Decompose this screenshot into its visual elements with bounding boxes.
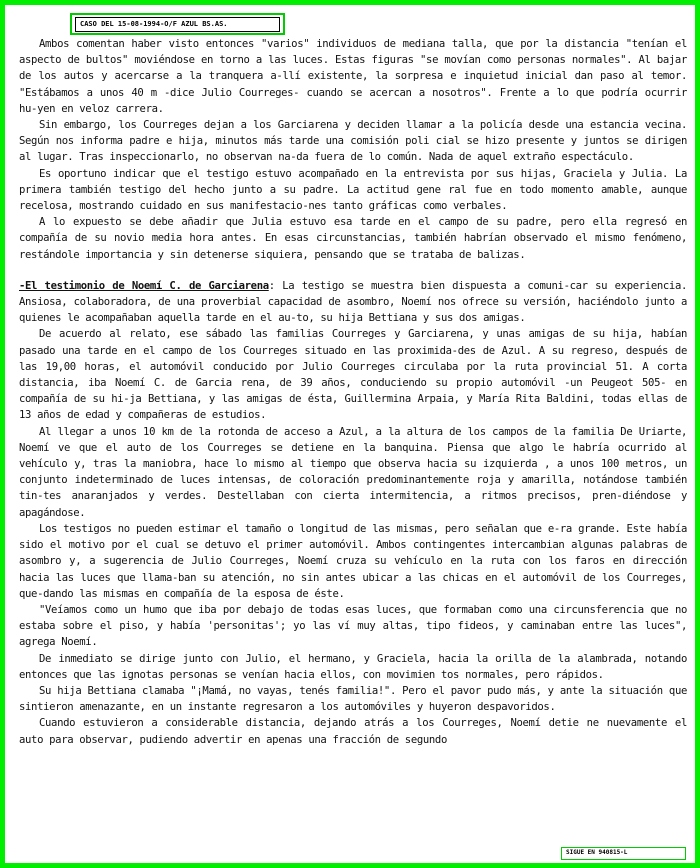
paragraph: De inmediato se dirige junto con Julio, el hermano, y Graciela, hacia la orilla de la alambrada, notando entonces que las ignotas personas se venían hacia ellos, con movimien tos normales, pero rápidos. xyxy=(19,652,687,681)
paragraph: "Veíamos como un humo que iba por debajo de todas esas luces, que formaban como una circunsferencia que no estaba sobre el piso, y había 'personitas'; yo las ví muy altas, tipo fideos, y caminaban entre las luces", agrega Noemí. xyxy=(19,603,687,649)
paragraph: Cuando estuvieron a considerable distancia, dejando atrás a los Courreges, Noemí detie ne nuevamente el auto para observar, pudiendo advertir en apenas una fracción de segundo xyxy=(19,717,687,746)
section-lead-paragraph xyxy=(19,278,687,327)
body-text xyxy=(19,36,687,748)
paragraph: Sin embargo, los Courreges dejan a los Garciarena y deciden llamar a la policía desde una estancia vecina. Según nos informa padre e hija, minutos más tarde una comisión poli cial se hizo presente y juntos se dirigen al lugar. Tras inspeccionarlo, no observan na-da fuera de lo común. Nada de aquel extraño espectáculo. xyxy=(19,119,687,164)
document-page xyxy=(5,5,695,863)
paragraph: De acuerdo al relato, ese sábado las familias Courreges y Garciarena, y unas amigas de su hija, habían pasado una tarde en el campo de los Courreges situado en las proximida-des de Azul. A su regreso, después de las 19,00 horas, el automóvil conducido por Julio Courreges circulaba por la ruta provincial 51. A corta distancia, iba Noemí C. de Garcia rena, de 39 años, conduciendo su propio automóvil -un Peugeot 505- en compañía de su hi-ja Bettiana, y las amigas de ésta, Guillermina Arpaia, y María Rita Baldini, todas ellas de 13 años de edad y compañeras de estudios. xyxy=(19,328,687,422)
section-heading: -El testimonio de Noemí C. de Garciarena xyxy=(19,279,269,292)
paragraph: Su hija Bettiana clamaba "¡Mamá, no vayas, tenés familia!". Pero el pavor pudo más, y ante la situación que sintieron amenazante, en un instante regresaron a los automóviles y huyeron despavoridos. xyxy=(19,684,687,714)
paragraph: A lo expuesto se debe añadir que Julia estuvo esa tarde en el campo de su padre, pero ella regresó en compañía de su novio media hora antes. En esas circunstancias, también habrían observado el mismo fenómeno, restándole importancia y sin detenerse siquiera, pensando que se trataba de balizas. xyxy=(19,216,687,261)
header-stamp: CASO DEL 15-08-1994-O/F AZUL BS.AS. xyxy=(70,13,285,35)
section-lead: : La testigo se muestra bien dispuesta a comuni-car su experiencia. Ansiosa, colaboradora, de una proverbial capacidad de asombro, Noemí nos ofrece su versión, haciéndolo junto a quienes le acompañaban aquella tarde en el au-to, su hija Bettiana y sus dos amigas. xyxy=(19,279,687,325)
footer-stamp: SIGUE EN 940815-L xyxy=(561,847,686,860)
paragraph: Ambos comentan haber visto entonces "varios" individuos de mediana talla, que por la distancia "tenían el aspecto de bultos" moviéndose en torno a las luces. Estas figuras "se movían como personas normales". Al bajar de los autos y acercarse a la tranquera a-llí existente, la sorpresa e inquietud inicial dan paso al temor. "Estábamos a unos 40 m -dice Julio Courreges- cuando se acercan a nosotros". Frente a lo que podría ocurrir hu-yen en veloz carrera. xyxy=(19,38,687,115)
paragraph: Al llegar a unos 10 km de la rotonda de acceso a Azul, a la altura de los campos de la familia De Uriarte, Noemí ve que el auto de los Courreges se detiene en la banquina. Piensa que algo le habría ocurrido al vehículo y, tras la maniobra, hace lo mismo al tiempo que observa hacia su izquierda , a unos 100 metros, un conjunto indeterminado de luces intensas, de coloración predominantemente roja y amarilla, notándose también tin-tes anaranjados y verdes. Destellaban con cierta intermitencia, a ritmos precisos, pren-diéndose y apagándose. xyxy=(19,425,687,519)
paragraph: Los testigos no pueden estimar el tamaño o longitud de las mismas, pero señalan que e-ra grande. Este había sido el motivo por el cual se detuvo el primer automóvil. Ambos contingentes intercambian algunas palabras de asombro y, a sugerencia de Julio Courreges, Noemí cruza su vehículo en la ruta con los faros en dirección hacia las luces que llama-ban su atención, no sin antes ubicar a las chicas en el automóvil de los Courreges, que-dando las mismas en compañía de la esposa de éste. xyxy=(19,522,687,600)
paragraph: Es oportuno indicar que el testigo estuvo acompañado en la entrevista por sus hijas, Graciela y Julia. La primera también testigo del hecho junto a su padre. La actitud gene ral fue en todo momento amable, aunque recelosa, mostrando cuidado en sus manifestacio-nes tanto gráficas como verbales. xyxy=(19,167,687,213)
